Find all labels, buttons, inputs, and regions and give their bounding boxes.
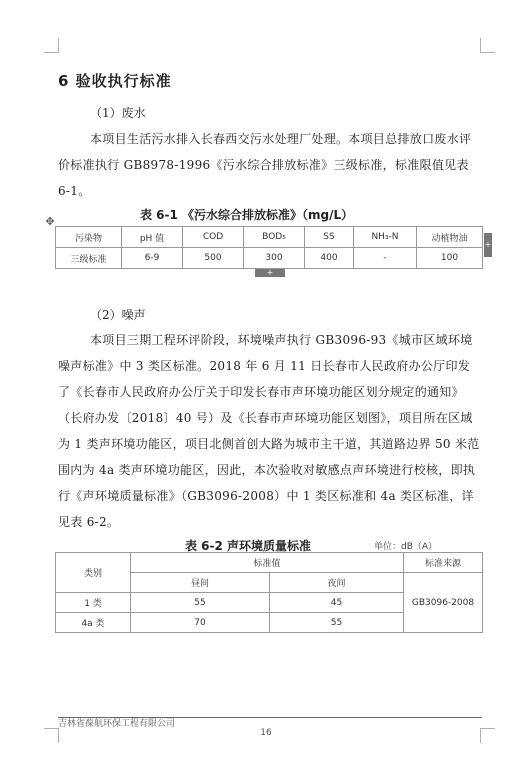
table-cell: 45 — [270, 593, 404, 613]
table2-caption: 表 6-2 声环境质量标准 — [185, 539, 312, 553]
table-row — [56, 248, 483, 269]
table-cell: 400 — [305, 248, 354, 269]
table-header-cell: BOD₅ — [244, 227, 305, 248]
noise-standard-table — [55, 552, 483, 633]
table-header-cell: pH 值 — [122, 227, 183, 248]
corner-mark-top-left — [44, 38, 59, 53]
table-cell: 500 — [183, 248, 244, 269]
table-header-row — [56, 227, 483, 248]
table-cell: 55 — [131, 593, 270, 613]
table-header-cell: NH₃-N — [354, 227, 417, 248]
table-header-cell: 污染物 — [56, 227, 122, 248]
table-cell: - — [354, 248, 417, 269]
subsection-wastewater-title: （1）废水 — [90, 106, 146, 120]
table-header-cell: 夜间 — [270, 573, 404, 593]
subsection-noise-title: （2）噪声 — [90, 308, 146, 322]
noise-paragraph: 本项目三期工程环评阶段，环境噪声执行 GB3096-93《城市区域环境噪声标准》中 3 类区标准。2018 年 6 月 11 日长春市人民政府办公厅印发了《长春市人民政府办公厅关于印发长春市声环境功能区划分规定的通知》（长府办发〔2018〕40 号）及《长春市声环境功能区划图》，项目所在区域为 1 类声环境功能区，项目北侧首创大路为城市主干道，其道路边界 50 米范围内为 4a 类声环境功能区，因此，本次验收对敏感点声环境进行校核，即执行《声环境质量标准》（GB3096-2008）中 1 类区标准和 4a 类区标准，详见表 6-2。 — [58, 333, 480, 529]
table-header-cell: COD — [183, 227, 244, 248]
table-cell: 三级标准 — [56, 248, 122, 269]
table2-unit: 单位：dB（A） — [374, 542, 438, 552]
table-header-cell: 类别 — [56, 553, 131, 593]
table-move-handle[interactable]: ✥ — [45, 215, 55, 228]
table-header-row — [56, 553, 483, 573]
footer-divider — [58, 717, 482, 718]
table-header-cell: 标准值 — [131, 553, 404, 573]
table1-caption: 表 6-1 《污水综合排放标准》（mg/L） — [140, 208, 354, 222]
page-number: 16 — [260, 728, 272, 738]
table-cell: GB3096-2008 — [404, 573, 483, 633]
table-header-cell: SS — [305, 227, 354, 248]
table-cell: 6-9 — [122, 248, 183, 269]
table-cell: 55 — [270, 613, 404, 633]
table-cell: 4a 类 — [56, 613, 131, 633]
table-add-column-handle[interactable]: + — [484, 233, 492, 257]
table-header-cell: 动植物油 — [417, 227, 483, 248]
table-cell: 70 — [131, 613, 270, 633]
table-header-cell: 昼间 — [131, 573, 270, 593]
table-cell: 300 — [244, 248, 305, 269]
table-header-cell: 标准来源 — [404, 553, 483, 573]
table-cell: 100 — [417, 248, 483, 269]
wastewater-paragraph: 本项目生活污水排入长春西交污水处理厂处理。本项目总排放口废水评价标准执行 GB8978-1996《污水综合排放标准》三级标准，标准限值见表 6-1。 — [58, 132, 472, 198]
footer-company-name: 吉林省葆航环保工程有限公司 — [58, 719, 176, 729]
table-add-row-handle[interactable]: + — [255, 269, 285, 277]
section-heading: 6 验收执行标准 — [58, 72, 172, 90]
corner-mark-top-right — [480, 38, 495, 53]
table-cell: 1 类 — [56, 593, 131, 613]
wastewater-standard-table — [55, 226, 483, 269]
